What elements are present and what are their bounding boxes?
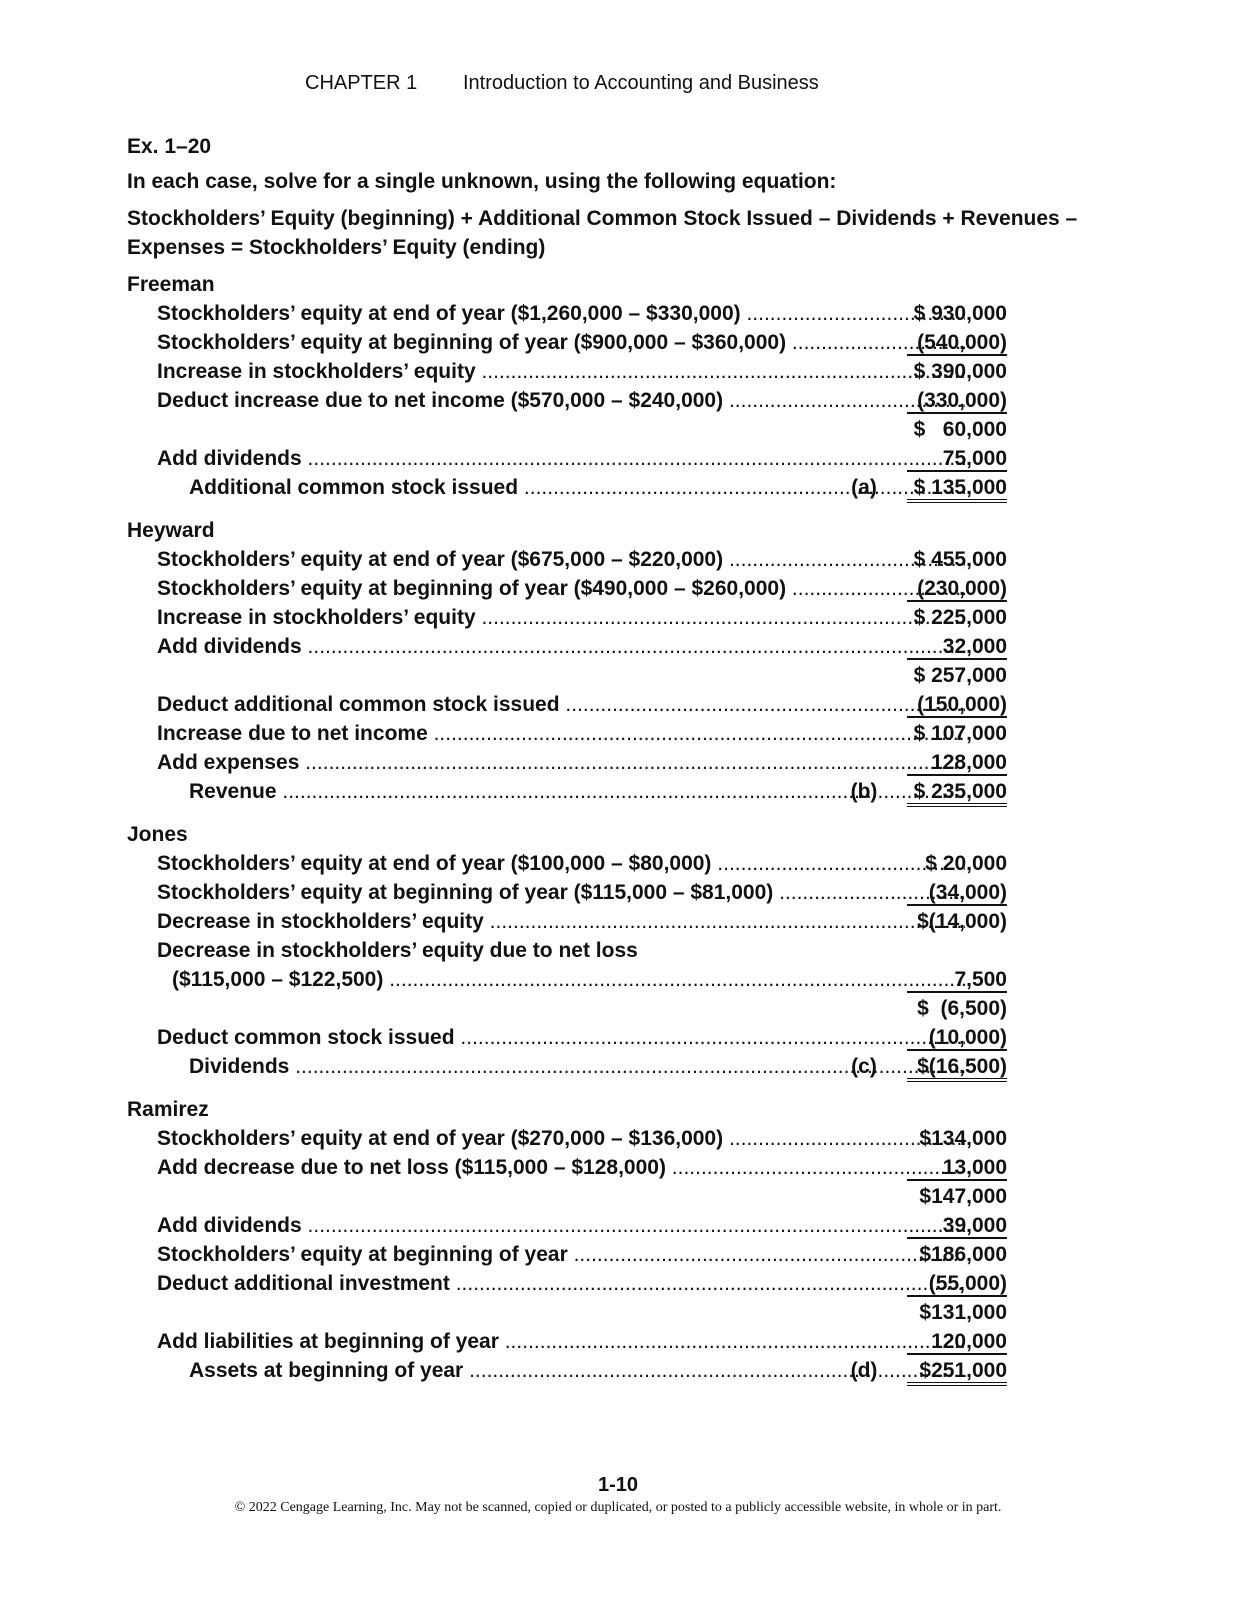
row-label: Deduct additional investment .....	[157, 1269, 965, 1298]
row-label: Additional common stock issued .....	[189, 473, 965, 502]
row-amount: (55,000)	[907, 1269, 1007, 1297]
row-label: Decrease in stockholders’ equity due to net loss	[157, 939, 638, 962]
row-amount: $ (6,500)	[917, 997, 1007, 1020]
row-label: Stockholders’ equity at end of year ($1,260,000 – $330,000) .....	[157, 299, 965, 328]
case-title-heyward: Heyward	[127, 519, 215, 542]
row-amount: $ 107,000	[913, 722, 1007, 745]
row-label: Add dividends .....	[157, 1211, 965, 1240]
row-amount: $134,000	[919, 1127, 1007, 1150]
row-label: Deduct additional common stock issued .....	[157, 690, 965, 719]
exercise-instruction: In each case, solve for a single unknown, using the following equation:	[127, 170, 837, 193]
table-row	[127, 690, 1127, 719]
table-row	[127, 1269, 1127, 1298]
answer-letter: (a)	[851, 476, 877, 499]
row-amount: $131,000	[919, 1301, 1007, 1324]
row-amount: 7,500	[907, 965, 1007, 993]
row-label: Stockholders’ equity at beginning of year ($115,000 – $81,000) .....	[157, 878, 965, 907]
table-row	[127, 415, 1127, 444]
table-row	[127, 574, 1127, 603]
answer-letter: (c)	[851, 1055, 877, 1078]
case-title-freeman: Freeman	[127, 273, 215, 296]
copyright-notice: © 2022 Cengage Learning, Inc. May not be scanned, copied or duplicated, or posted to a publicly accessible website, in whole or in part.	[234, 1500, 1002, 1515]
table-row	[127, 1240, 1127, 1269]
table-row	[127, 907, 1127, 936]
row-label: Decrease in stockholders’ equity .....	[157, 907, 965, 936]
table-row	[127, 994, 1127, 1023]
row-amount: $ 135,000	[907, 473, 1007, 503]
row-amount: $(16,500)	[907, 1052, 1007, 1082]
row-label: Stockholders’ equity at beginning of year ($490,000 – $260,000) .....	[157, 574, 965, 603]
table-row	[127, 1298, 1127, 1327]
table-row	[127, 748, 1127, 777]
row-label: Add decrease due to net loss ($115,000 – $128,000) .....	[157, 1153, 965, 1182]
table-row	[127, 1327, 1127, 1356]
row-amount: (34,000)	[907, 878, 1007, 906]
row-label: Add dividends .....	[157, 444, 965, 473]
row-amount: $ 257,000	[913, 664, 1007, 687]
row-label: Stockholders’ equity at beginning of year ($900,000 – $360,000) .....	[157, 328, 965, 357]
row-amount: (230,000)	[907, 574, 1007, 602]
row-amount: $251,000	[907, 1356, 1007, 1386]
equation-text: Stockholders’ Equity (beginning) + Additional Common Stock Issued – Dividends + Revenues – Expenses = Stockholders’ Equity (ending)	[127, 207, 1078, 259]
row-label: Increase in stockholders’ equity .....	[157, 603, 965, 632]
row-label: Deduct common stock issued .....	[157, 1023, 965, 1052]
table-row	[127, 1124, 1127, 1153]
table-row	[127, 719, 1127, 748]
row-label: Stockholders’ equity at end of year ($675,000 – $220,000) .....	[157, 545, 965, 574]
row-amount: (330,000)	[907, 386, 1007, 414]
case-title-ramirez: Ramirez	[127, 1098, 209, 1121]
row-label: ($115,000 – $122,500) .....	[172, 965, 965, 994]
table-row	[127, 1153, 1127, 1182]
row-amount: 32,000	[907, 632, 1007, 660]
table-row	[127, 965, 1127, 994]
row-amount: $(14,000)	[917, 910, 1007, 933]
table-row	[127, 1211, 1127, 1240]
table-row	[127, 545, 1127, 574]
row-amount: 128,000	[907, 748, 1007, 776]
row-label: Increase due to net income .....	[157, 719, 965, 748]
chapter-label: CHAPTER 1	[305, 72, 418, 94]
row-amount: 75,000	[907, 444, 1007, 472]
row-amount: (540,000)	[907, 328, 1007, 356]
row-amount: 39,000	[907, 1211, 1007, 1239]
row-label: Dividends .....	[189, 1052, 965, 1081]
row-amount: $ 235,000	[907, 777, 1007, 807]
table-row	[127, 1052, 1127, 1081]
exercise-number: Ex. 1–20	[127, 135, 212, 158]
table-row	[127, 473, 1127, 502]
row-amount: $ 930,000	[913, 302, 1007, 325]
table-row	[127, 444, 1127, 473]
answer-letter: (b)	[850, 780, 878, 803]
table-row	[127, 386, 1127, 415]
case-title-jones: Jones	[127, 823, 188, 846]
row-amount: $ 455,000	[913, 548, 1007, 571]
row-amount: $ 60,000	[913, 418, 1007, 441]
row-label: Add dividends .....	[157, 632, 965, 661]
row-amount: $186,000	[919, 1243, 1007, 1266]
table-row	[127, 1182, 1127, 1211]
row-amount: 120,000	[907, 1327, 1007, 1355]
table-row	[127, 328, 1127, 357]
row-label: Assets at beginning of year .....	[189, 1356, 965, 1385]
row-amount: $ 390,000	[913, 360, 1007, 383]
row-label: Increase in stockholders’ equity .....	[157, 357, 965, 386]
answer-letter: (d)	[850, 1359, 878, 1382]
page-number: 1-10	[597, 1474, 639, 1496]
row-amount: $ 20,000	[925, 852, 1007, 875]
table-row	[127, 849, 1127, 878]
row-label: Deduct increase due to net income ($570,000 – $240,000) .....	[157, 386, 965, 415]
table-row	[127, 936, 1127, 965]
exercise-content	[127, 130, 1127, 1385]
table-row	[127, 1023, 1127, 1052]
row-label: Revenue .....	[189, 777, 965, 806]
table-row	[127, 357, 1127, 386]
row-amount: (150,000)	[907, 690, 1007, 718]
table-row	[127, 632, 1127, 661]
row-label: Add expenses .....	[157, 748, 965, 777]
row-amount: 13,000	[907, 1153, 1007, 1181]
table-row	[127, 1356, 1127, 1385]
table-row	[127, 777, 1127, 806]
row-label: Stockholders’ equity at end of year ($270,000 – $136,000) .....	[157, 1124, 965, 1153]
row-amount: $ 225,000	[913, 606, 1007, 629]
row-amount: $147,000	[919, 1185, 1007, 1208]
table-row	[127, 299, 1127, 328]
row-label: Stockholders’ equity at beginning of year .....	[157, 1240, 965, 1269]
row-label: Stockholders’ equity at end of year ($100,000 – $80,000) .....	[157, 849, 965, 878]
table-row	[127, 878, 1127, 907]
row-amount: (10,000)	[907, 1023, 1007, 1051]
row-label: Add liabilities at beginning of year .....	[157, 1327, 965, 1356]
chapter-title: Introduction to Accounting and Business	[463, 72, 819, 94]
table-row	[127, 661, 1127, 690]
table-row	[127, 603, 1127, 632]
